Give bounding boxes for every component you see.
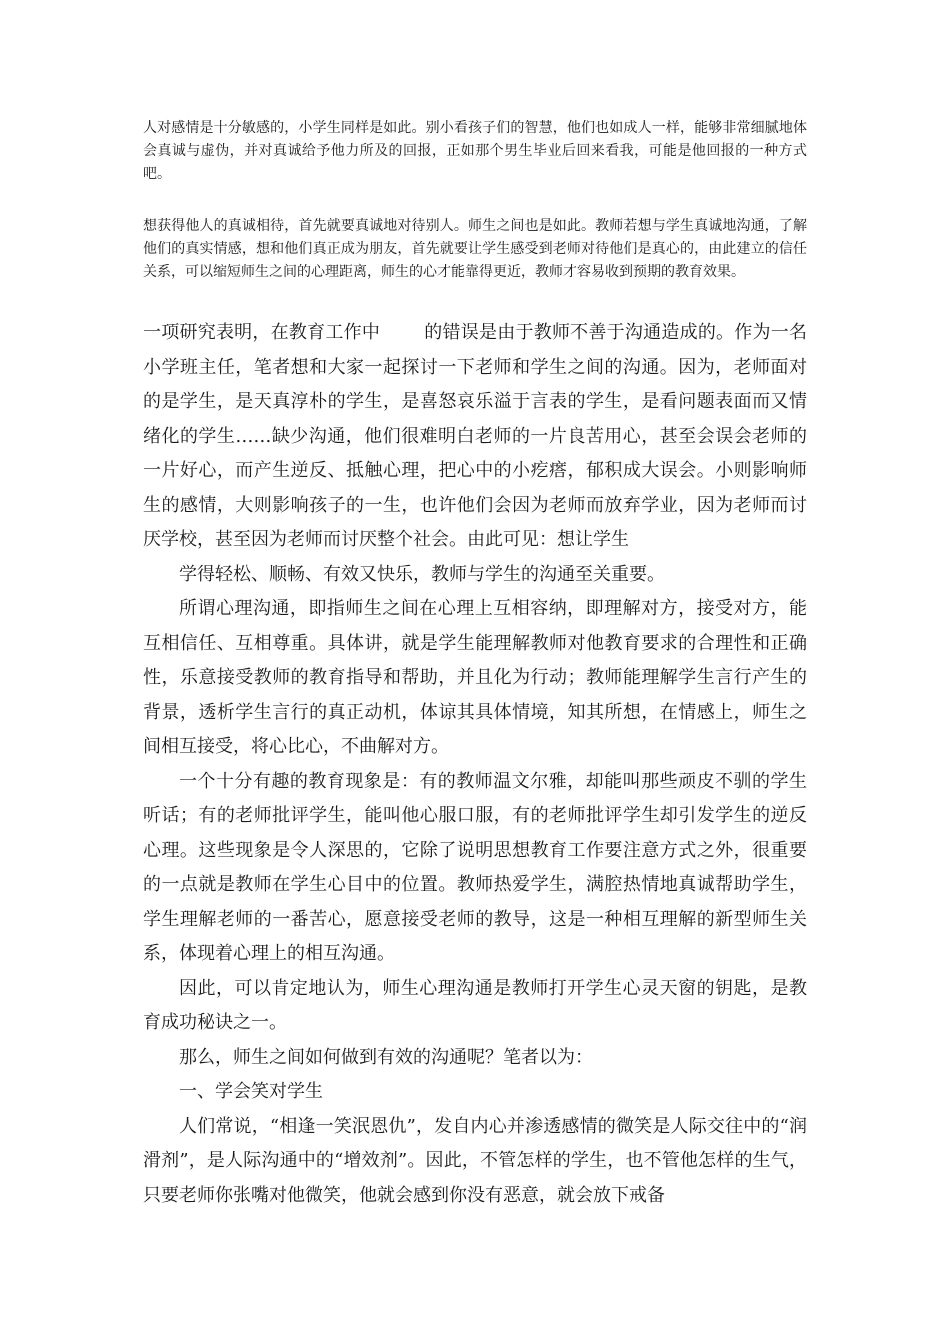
paragraph-education-phenomenon: 一个十分有趣的教育现象是：有的教师温文尔雅，却能叫那些顽皮不驯的学生听话；有的老师批评学生，能叫他心服口服，有的老师批评学生却引发学生的逆反心理。这些现象是令人深思的，它除了说明思想教育工作要注意方式之外，很重要的一点就是教师在学生心目中的位置。教师热爱学生，满腔热情地真诚帮助学生，学生理解老师的一番苦心，愿意接受老师的教导，这是一种相互理解的新型师生关系，体现着心理上的相互沟通。 [143,770,807,964]
section-heading-smile: 一、学会笑对学生 [179,1081,323,1102]
research-text-after-gap: 的错误是由于教师不善于沟通造成的。作为一名小学班主任，笔者想和大家一起探讨一下老师和学生之间的沟通。因为，老师面对的是学生，是天真淳朴的学生，是喜怒哀乐溢于言表的学生，是看问题表面而又情绪化的学生……缺少沟通，他们很难明白老师的一片良苦用心，甚至会误会老师的一片好心，而产生逆反、抵触心理，把心中的小疙瘩，郁积成大误会。小则影响师生的感情，大则影响孩子的一生，也许他们会因为老师而放弃学业，因为老师而讨厌学校，甚至因为老师而讨厌整个社会。由此可见：想让学生 [143,322,808,550]
research-text-before-gap: 一项研究表明，在教育工作中 [143,322,381,343]
paragraph-smile: 人们常说，“相逢一笑泯恩仇”，发自内心并渗透感情的微笑是人际交往中的“润滑剂”，是人际沟通中的“增效剂”。因此，不管怎样的学生，也不管他怎样的生气，只要老师你张嘴对他微笑，他就会感到你没有恶意，就会放下戒备 [143,1115,807,1206]
paragraph-learning-continuation: 学得轻松、顺畅、有效又快乐，教师与学生的沟通至关重要。 [179,563,665,585]
paragraph-conclusion: 因此，可以肯定地认为，师生心理沟通是教师打开学生心灵天窗的钥匙，是教育成功秘诀之一。 [143,977,807,1033]
paragraph-psychological-communication: 所谓心理沟通，即指师生之间在心理上互相容纳，即理解对方，接受对方，能互相信任、互相尊重。具体讲，就是学生能理解教师对他教育要求的合理性和正确性，乐意接受教师的教育指导和帮助，并且化为行动；教师能理解学生言行产生的背景，透析学生言行的真正动机，体谅其具体情境，知其所想，在情感上，师生之间相互接受，将心比心，不曲解对方。 [143,598,807,757]
paragraph-sincerity-feeling: 人对感情是十分敏感的，小学生同样是如此。别小看孩子们的智慧，他们也如成人一样，能够非常细腻地体会真诚与虚伪，并对真诚给予他力所及的回报，正如那个男生毕业后回来看我，可能是他回报的一种方式吧。 [143,120,807,182]
paragraph-sincerity-trust: 想获得他人的真诚相待，首先就要真诚地对待别人。师生之间也是如此。教师若想与学生真诚地沟通，了解他们的真实情感，想和他们真正成为朋友，首先就要让学生感受到老师对待他们是真心的，由此建立的信任关系，可以缩短师生之间的心理距离，师生的心才能靠得更近，教师才容易收到预期的教育效果。 [143,218,807,280]
paragraph-research [143,316,807,558]
paragraph-question: 那么，师生之间如何做到有效的沟通呢？笔者以为： [179,1046,593,1068]
main-body-text [143,316,807,1213]
